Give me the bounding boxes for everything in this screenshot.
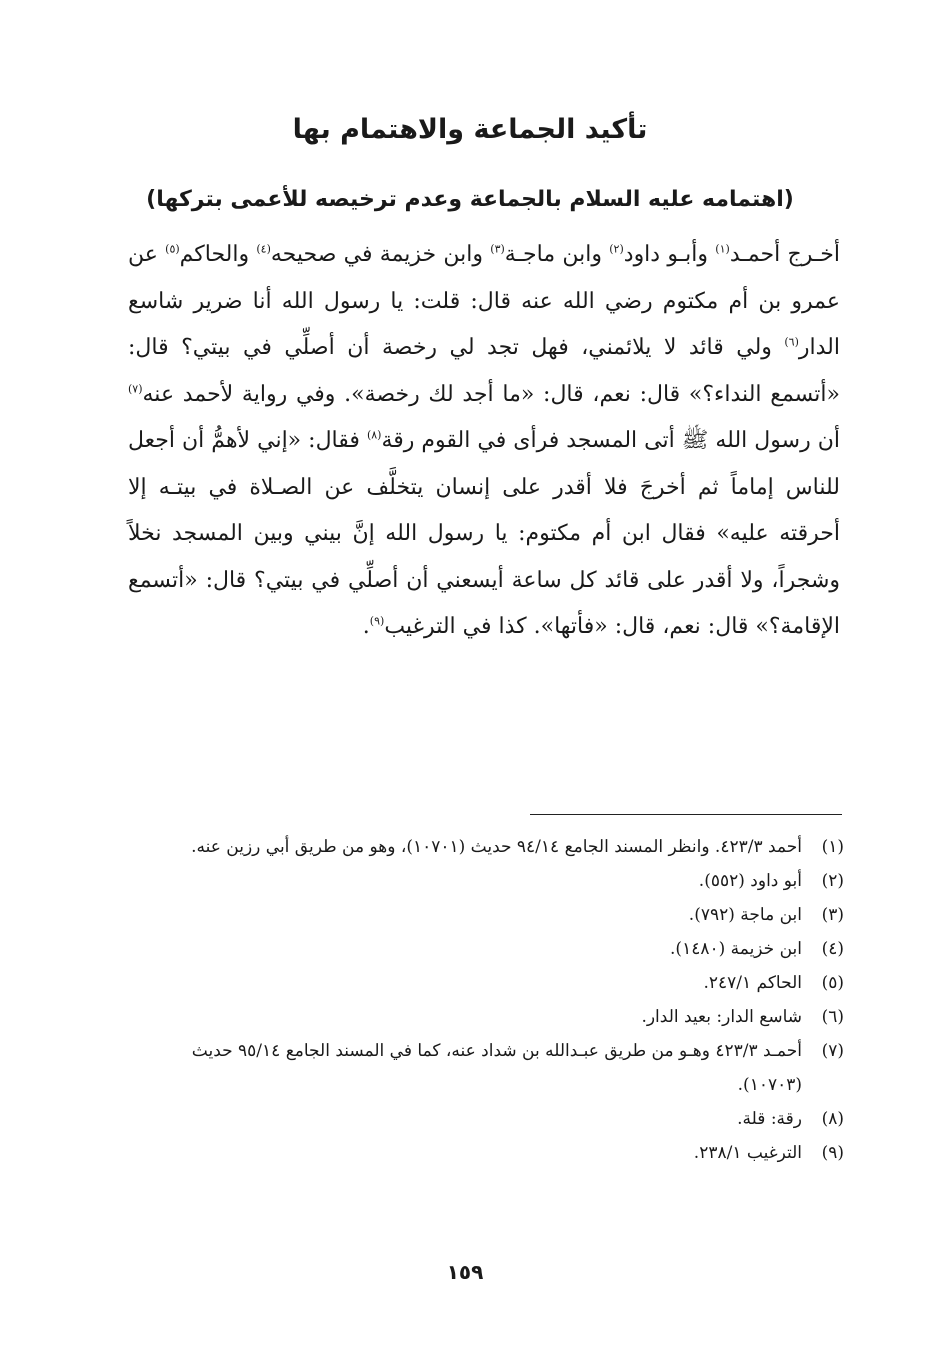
footnote-number: (٥): [821, 973, 844, 993]
footnote-text: رقة: قلة.: [737, 1109, 802, 1129]
footnote-marker[interactable]: (٤): [256, 242, 271, 256]
footnote-number: (٧): [821, 1041, 844, 1061]
text-segment: وابن خزيمة في صحيحه: [270, 242, 491, 267]
text-segment: فقال: «إني لأهمُّ أن أجعل للناس إماماً ثم أخرجَ فلا أقدر على إنسان يتخلَّف عن الصـلاة في بيتـه إلا أحرقته عليه» فقال ابن أم مكتوم: يا رسول الله إنَّ بيني وبين المسجد نخلاً وشجراً، ولا أقدر على قائد كل ساعة أيسعني أن أصلِّي في بيتي؟ قال: «أتسمع الإقامة؟» قال: نعم، قال: «فأتها». كذا في الترغيب: [128, 428, 840, 639]
footnote-separator: [530, 814, 842, 815]
text-segment: ولي قائد لا يلائمني، فهل تجد لي رخصة أن أصلِّي في بيتي؟ قال: «أتسمع النداء؟» قال: نعم، قال: «ما أجد لك رخصة». وفي رواية لأحمد عنه: [128, 335, 840, 407]
section-subtitle: (اهتمامه عليه السلام بالجماعة وعدم ترخيصه للأعمى بتركها): [146, 187, 794, 212]
footnote-text: شاسع الدار: بعيد الدار.: [641, 1007, 802, 1027]
footnote-marker[interactable]: (٨): [366, 428, 382, 442]
footnote-number: (٢): [821, 871, 844, 891]
text-segment: وابن ماجـة: [504, 242, 610, 267]
text-segment: أخـرج أحمـد: [729, 242, 840, 267]
footnote-item: [128, 1102, 844, 1136]
footnote-number: (٦): [821, 1007, 844, 1027]
footnote-text: أحمـد ٤٢٣/٣ وهـو من طريق عبـدالله بن شداد عنه، كما في المسند الجامع ٩٥/١٤ حديث (١٠٧٠٣).: [191, 1041, 802, 1095]
footnote-text: الترغيب ٢٣٨/١.: [693, 1143, 802, 1163]
footnote-text: أحمد ٤٢٣/٣. وانظر المسند الجامع ٩٤/١٤ حديث (١٠٧٠١)، وهو من طريق أبي رزين عنه.: [191, 837, 802, 857]
text-segment: وأبـو داود: [623, 242, 716, 267]
footnote-item: [128, 932, 844, 966]
footnote-number: (٨): [821, 1109, 844, 1129]
footnote-item: [128, 1136, 844, 1170]
footnote-number: (٣): [821, 905, 844, 925]
footnote-marker[interactable]: (١): [715, 242, 730, 256]
footnote-marker[interactable]: (٩): [369, 614, 385, 628]
footnote-number: (١): [821, 837, 844, 857]
footnote-item: [128, 864, 844, 898]
footnote-item: [128, 1000, 844, 1034]
footnote-text: ابن ماجة (٧٩٢).: [688, 905, 802, 925]
footnote-item: [128, 898, 844, 932]
footnote-marker[interactable]: (٧): [128, 382, 143, 396]
footnote-text: الحاكم ٢٤٧/١.: [703, 973, 802, 993]
footnote-item: [128, 966, 844, 1000]
footnote-text: ابن خزيمة (١٤٨٠).: [670, 939, 802, 959]
footnotes-list: [128, 830, 844, 1170]
footnote-number: (٤): [821, 939, 844, 959]
footnote-marker[interactable]: (٥): [165, 242, 180, 256]
text-segment: .: [362, 614, 370, 639]
main-paragraph: [128, 232, 840, 651]
text-segment: عن عمرو بن أم مكتوم رضي الله عنه قال: قلت: يا رسول الله أنا ضرير شاسع الدار: [128, 242, 840, 360]
footnote-text: أبو داود (٥٥٢).: [698, 871, 802, 891]
footnote-number: (٩): [821, 1143, 844, 1163]
footnote-marker[interactable]: (٣): [490, 242, 505, 256]
chapter-title: تأكيد الجماعة والاهتمام بها: [292, 114, 648, 145]
footnote-marker[interactable]: (٦): [784, 335, 799, 349]
footnote-item: [128, 1034, 844, 1102]
footnote-item: [128, 830, 844, 864]
text-segment: والحاكم: [179, 242, 257, 267]
page-number: ١٥٩: [446, 1260, 484, 1284]
footnote-marker[interactable]: (٢): [609, 242, 624, 256]
text-segment: أن رسول الله ﷺ أتى المسجد فرأى في القوم رقة: [381, 428, 840, 453]
